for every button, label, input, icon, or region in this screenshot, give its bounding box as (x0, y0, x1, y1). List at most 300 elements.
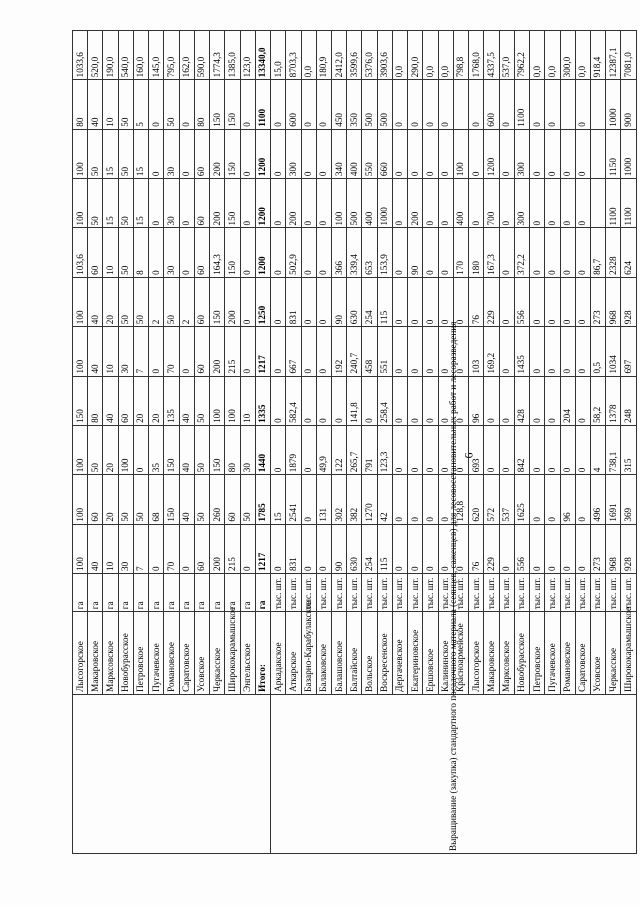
value-cell: 738,1 (606, 425, 621, 474)
value-cell: 50 (240, 475, 255, 524)
district-cell: Аткарское (286, 612, 301, 695)
value-cell: 0 (408, 524, 423, 573)
value-cell: 215 (225, 524, 240, 573)
value-cell: 100 (210, 376, 225, 425)
value-cell: 0 (560, 327, 575, 376)
value-cell: 369 (621, 475, 637, 524)
value-cell: 0 (560, 179, 575, 228)
value-cell: 100 (73, 179, 88, 228)
value-cell: 0 (575, 425, 590, 474)
value-cell: 254 (362, 277, 377, 326)
value-cell: 556 (514, 524, 529, 573)
value-cell: 100 (331, 179, 346, 228)
total-value-cell: 795,0 (164, 31, 179, 80)
value-cell: 0 (575, 524, 590, 573)
unit-cell: тыс. шт. (499, 573, 514, 611)
unit-cell: тыс. шт. (606, 573, 621, 611)
value-cell: 0 (438, 524, 453, 573)
value-cell: 1378 (606, 376, 621, 425)
value-cell: 1100 (621, 179, 637, 228)
value-cell: 50 (164, 80, 179, 129)
value-cell: 500 (347, 179, 362, 228)
value-cell: 0 (408, 129, 423, 178)
value-cell: 30 (164, 228, 179, 277)
value-cell: 0 (530, 129, 545, 178)
value-cell: 0 (484, 376, 499, 425)
value-cell: 0 (392, 327, 407, 376)
value-cell: 90 (331, 277, 346, 326)
total-value-cell: 13340,0 (255, 31, 270, 80)
value-cell: 128,8 (453, 475, 468, 524)
value-cell: 35 (149, 425, 164, 474)
unit-cell: га (88, 573, 103, 611)
value-cell: 2328 (606, 228, 621, 277)
value-cell: 0 (149, 524, 164, 573)
value-cell: 0 (575, 327, 590, 376)
value-cell: 15 (133, 129, 148, 178)
value-cell: 86,7 (590, 228, 605, 277)
total-value-cell: 537,0 (499, 31, 514, 80)
value-cell: 1435 (514, 327, 529, 376)
total-value-cell: 300,0 (560, 31, 575, 80)
value-cell: 0 (423, 376, 438, 425)
value-cell: 0 (316, 376, 331, 425)
value-cell: 0 (240, 277, 255, 326)
value-cell: 550 (362, 129, 377, 178)
total-value-cell: 1774,3 (210, 31, 225, 80)
value-cell: 0 (392, 524, 407, 573)
value-cell: 60 (88, 228, 103, 277)
value-cell: 300 (514, 129, 529, 178)
unit-cell: тыс. шт. (530, 573, 545, 611)
value-cell: 50 (118, 277, 133, 326)
value-cell: 968 (606, 277, 621, 326)
total-value-cell: 160,0 (133, 31, 148, 80)
total-value-cell: 540,0 (118, 31, 133, 80)
value-cell: 0 (499, 80, 514, 129)
value-cell: 153,9 (377, 228, 392, 277)
value-cell: 0 (408, 277, 423, 326)
value-cell: 0 (530, 524, 545, 573)
value-cell: 0 (301, 327, 316, 376)
value-cell: 103,6 (73, 228, 88, 277)
value-cell: 50 (118, 129, 133, 178)
value-cell: 502,9 (286, 228, 301, 277)
value-cell: 1785 (255, 475, 270, 524)
value-cell: 1217 (255, 524, 270, 573)
value-cell: 150 (73, 376, 88, 425)
district-cell: Красноармейское (453, 612, 468, 695)
value-cell: 400 (362, 179, 377, 228)
district-cell: Итого: (255, 612, 270, 695)
value-cell: 150 (164, 475, 179, 524)
value-cell: 1217 (255, 327, 270, 376)
value-cell: 60 (194, 129, 209, 178)
value-cell: 1625 (514, 475, 529, 524)
total-value-cell: 7962,2 (514, 31, 529, 80)
value-cell: 50 (133, 475, 148, 524)
unit-cell: тыс. шт. (484, 573, 499, 611)
value-cell: 40 (103, 376, 118, 425)
value-cell: 0 (545, 129, 560, 178)
value-cell: 20 (103, 277, 118, 326)
district-cell: Балашовское (331, 612, 346, 695)
value-cell: 0 (240, 327, 255, 376)
value-cell: 0 (438, 475, 453, 524)
value-cell: 150 (225, 228, 240, 277)
unit-cell: тыс. шт. (286, 573, 301, 611)
value-cell: 0 (423, 228, 438, 277)
value-cell: 1200 (484, 129, 499, 178)
unit-cell: га (133, 573, 148, 611)
value-cell: 10 (103, 524, 118, 573)
total-value-cell: 1768,0 (469, 31, 484, 80)
value-cell: 1691 (606, 475, 621, 524)
value-cell: 60 (118, 376, 133, 425)
district-cell: Петровское (133, 612, 148, 695)
total-value-cell: 3903,6 (377, 31, 392, 80)
value-cell: 620 (469, 475, 484, 524)
value-cell: 0 (392, 475, 407, 524)
value-cell: 0 (423, 277, 438, 326)
value-cell: 60 (194, 277, 209, 326)
section-name-cell: Выращивание (закупка) стандартного посадочного материала (сеянцев, саженцев) для лесовосстановительных работ и лесоразведения (271, 694, 637, 853)
value-cell: 0 (438, 425, 453, 474)
district-cell: Ширококарамышское (225, 612, 240, 695)
district-cell: Ершовское (423, 612, 438, 695)
value-cell: 302 (331, 475, 346, 524)
value-cell: 624 (621, 228, 637, 277)
value-cell: 150 (225, 80, 240, 129)
value-cell: 115 (377, 277, 392, 326)
value-cell: 229 (484, 277, 499, 326)
value-cell: 122 (331, 425, 346, 474)
total-value-cell: 0,0 (545, 31, 560, 80)
value-cell: 0 (545, 524, 560, 573)
district-cell: Саратовское (179, 612, 194, 695)
value-cell: 100 (73, 327, 88, 376)
value-cell: 76 (469, 277, 484, 326)
value-cell: 50 (133, 277, 148, 326)
table-body (73, 31, 637, 854)
total-value-cell: 1033,6 (73, 31, 88, 80)
value-cell: 0 (301, 129, 316, 178)
district-cell: Базарно-Карабулакское (301, 612, 316, 695)
value-cell: 0 (149, 129, 164, 178)
value-cell: 0 (316, 179, 331, 228)
value-cell: 40 (88, 327, 103, 376)
district-cell: Екатериновское (408, 612, 423, 695)
unit-cell: тыс. шт. (621, 573, 637, 611)
value-cell: 0 (438, 80, 453, 129)
unit-cell: тыс. шт. (316, 573, 331, 611)
total-value-cell: 12387,1 (606, 31, 621, 80)
district-cell: Лысогорское (469, 612, 484, 695)
value-cell: 0 (301, 425, 316, 474)
unit-cell: га (240, 573, 255, 611)
unit-cell: га (164, 573, 179, 611)
value-cell: 2541 (286, 475, 301, 524)
value-cell: 2 (149, 277, 164, 326)
value-cell: 0 (301, 228, 316, 277)
value-cell: 40 (88, 80, 103, 129)
district-cell: Усовское (194, 612, 209, 695)
unit-cell: тыс. шт. (575, 573, 590, 611)
unit-cell: тыс. шт. (545, 573, 560, 611)
value-cell: 10 (103, 80, 118, 129)
value-cell: 315 (621, 425, 637, 474)
value-cell: 0 (149, 80, 164, 129)
district-cell: Ширококарамышское (621, 612, 637, 695)
value-cell: 123,3 (377, 425, 392, 474)
value-cell: 0 (499, 327, 514, 376)
value-cell: 10 (103, 327, 118, 376)
unit-cell: тыс. шт. (469, 573, 484, 611)
value-cell: 600 (484, 80, 499, 129)
value-cell: 0 (301, 524, 316, 573)
district-cell: Новобурасское (514, 612, 529, 695)
value-cell: 0 (240, 80, 255, 129)
value-cell: 170 (453, 228, 468, 277)
value-cell: 339,4 (347, 228, 362, 277)
value-cell: 60 (194, 179, 209, 228)
value-cell: 0 (240, 524, 255, 573)
value-cell: 15 (103, 179, 118, 228)
value-cell: 300 (514, 179, 529, 228)
value-cell: 40 (88, 277, 103, 326)
value-cell: 458 (362, 327, 377, 376)
unit-cell: тыс. шт. (377, 573, 392, 611)
value-cell: 0 (149, 179, 164, 228)
value-cell: 0 (271, 277, 286, 326)
value-cell: 15 (103, 129, 118, 178)
total-value-cell: 1385,0 (225, 31, 240, 80)
table-row (73, 31, 88, 854)
value-cell: 1335 (255, 376, 270, 425)
value-cell: 100 (225, 376, 240, 425)
value-cell: 537 (499, 475, 514, 524)
value-cell: 0 (530, 179, 545, 228)
value-cell: 265,7 (347, 425, 362, 474)
value-cell: 0 (271, 327, 286, 376)
value-cell: 0 (575, 228, 590, 277)
value-cell: 0 (423, 179, 438, 228)
value-cell: 0 (530, 376, 545, 425)
value-cell: 5 (133, 80, 148, 129)
value-cell: 20 (103, 475, 118, 524)
value-cell: 582,4 (286, 376, 301, 425)
value-cell: 0 (499, 277, 514, 326)
total-value-cell: 0,0 (392, 31, 407, 80)
value-cell (590, 129, 605, 178)
value-cell: 0 (575, 475, 590, 524)
value-cell (590, 179, 605, 228)
district-cell: Лысогорское (73, 612, 88, 695)
value-cell: 0 (560, 277, 575, 326)
unit-cell: тыс. шт. (408, 573, 423, 611)
district-cell: Усовское (590, 612, 605, 695)
unit-cell: тыс. шт. (301, 573, 316, 611)
value-cell: 200 (210, 129, 225, 178)
value-cell: 80 (225, 425, 240, 474)
value-cell: 372,2 (514, 228, 529, 277)
value-cell: 0 (179, 129, 194, 178)
value-cell: 400 (453, 179, 468, 228)
value-cell: 0 (408, 475, 423, 524)
total-value-cell: 290,0 (408, 31, 423, 80)
value-cell: 0 (271, 425, 286, 474)
value-cell: 100 (73, 524, 88, 573)
total-value-cell: 520,0 (88, 31, 103, 80)
value-cell: 0 (271, 376, 286, 425)
total-value-cell: 180,9 (316, 31, 331, 80)
value-cell: 60 (225, 475, 240, 524)
value-cell: 0 (545, 179, 560, 228)
value-cell: 76 (469, 524, 484, 573)
district-cell: Саратовское (575, 612, 590, 695)
value-cell: 0 (179, 80, 194, 129)
value-cell: 40 (179, 475, 194, 524)
district-cell: Дергачевское (392, 612, 407, 695)
value-cell: 40 (179, 376, 194, 425)
value-cell: 0 (453, 277, 468, 326)
value-cell: 0 (316, 80, 331, 129)
value-cell: 150 (225, 129, 240, 178)
value-cell: 0 (240, 179, 255, 228)
value-cell: 115 (377, 524, 392, 573)
district-cell: Марксовское (103, 612, 118, 695)
value-cell: 1100 (606, 179, 621, 228)
value-cell: 1000 (377, 179, 392, 228)
value-cell: 0 (545, 327, 560, 376)
value-cell: 240,7 (347, 327, 362, 376)
value-cell (453, 80, 468, 129)
total-value-cell: 145,0 (149, 31, 164, 80)
value-cell: 10 (240, 376, 255, 425)
total-value-cell: 3599,6 (347, 31, 362, 80)
value-cell: 0 (423, 425, 438, 474)
value-cell: 1270 (362, 475, 377, 524)
total-value-cell: 15,0 (271, 31, 286, 80)
value-cell: 0 (530, 475, 545, 524)
value-cell: 20 (133, 376, 148, 425)
value-cell: 0 (301, 277, 316, 326)
value-cell: 500 (362, 80, 377, 129)
value-cell: 7 (133, 327, 148, 376)
value-cell: 100 (453, 129, 468, 178)
value-cell: 0 (392, 179, 407, 228)
district-cell: Марксовское (499, 612, 514, 695)
value-cell: 0 (545, 277, 560, 326)
value-cell: 0 (438, 327, 453, 376)
value-cell: 0 (499, 524, 514, 573)
district-cell: Балтайское (347, 612, 362, 695)
unit-cell: га (103, 573, 118, 611)
value-cell: 0 (423, 129, 438, 178)
value-cell: 0 (560, 425, 575, 474)
value-cell: 135 (164, 376, 179, 425)
value-cell: 0 (560, 129, 575, 178)
value-cell: 49,9 (316, 425, 331, 474)
value-cell: 50 (164, 277, 179, 326)
value-cell: 50 (88, 425, 103, 474)
value-cell: 0 (408, 327, 423, 376)
value-cell: 0 (423, 80, 438, 129)
value-cell: 500 (377, 80, 392, 129)
total-value-cell: 8703,3 (286, 31, 301, 80)
value-cell: 667 (286, 327, 301, 376)
district-cell: Аркадакское (271, 612, 286, 695)
unit-cell: тыс. шт. (271, 573, 286, 611)
value-cell: 50 (118, 179, 133, 228)
value-cell: 0 (560, 524, 575, 573)
value-cell: 693 (469, 425, 484, 474)
value-cell: 100 (73, 475, 88, 524)
value-cell: 7 (133, 524, 148, 573)
value-cell: 0 (575, 80, 590, 129)
value-cell: 0 (392, 228, 407, 277)
value-cell: 200 (210, 327, 225, 376)
value-cell: 700 (484, 179, 499, 228)
value-cell: 428 (514, 376, 529, 425)
value-cell: 40 (88, 524, 103, 573)
value-cell: 400 (347, 129, 362, 178)
unit-cell: тыс. шт. (362, 573, 377, 611)
value-cell: 50 (118, 475, 133, 524)
value-cell: 928 (621, 277, 637, 326)
value-cell: 1000 (621, 129, 637, 178)
value-cell: 1100 (255, 80, 270, 129)
value-cell: 254 (362, 524, 377, 573)
value-cell: 100 (73, 277, 88, 326)
value-cell: 1200 (255, 228, 270, 277)
total-value-cell: 798,8 (453, 31, 468, 80)
district-cell: Макаровское (88, 612, 103, 695)
value-cell: 0 (530, 425, 545, 474)
value-cell: 100 (73, 129, 88, 178)
value-cell: 260 (210, 475, 225, 524)
value-cell: 0 (271, 179, 286, 228)
total-value-cell: 0,0 (301, 31, 316, 80)
value-cell: 103 (469, 327, 484, 376)
value-cell: 0 (499, 425, 514, 474)
value-cell: 0 (133, 425, 148, 474)
district-cell: Петровское (530, 612, 545, 695)
value-cell: 0 (301, 376, 316, 425)
value-cell: 0 (560, 228, 575, 277)
value-cell: 450 (331, 80, 346, 129)
value-cell: 0 (545, 228, 560, 277)
value-cell: 273 (590, 524, 605, 573)
value-cell: 30 (118, 524, 133, 573)
value-cell: 229 (484, 524, 499, 573)
value-cell: 556 (514, 277, 529, 326)
value-cell: 0 (301, 475, 316, 524)
value-cell: 0 (530, 327, 545, 376)
page-number: 6 (461, 452, 476, 459)
value-cell: 791 (362, 425, 377, 474)
value-cell: 50 (194, 425, 209, 474)
value-cell: 382 (347, 475, 362, 524)
value-cell: 58,2 (590, 376, 605, 425)
value-cell: 204 (560, 376, 575, 425)
value-cell: 150 (225, 179, 240, 228)
unit-cell: га (179, 573, 194, 611)
value-cell: 169,2 (484, 327, 499, 376)
total-value-cell: 5376,0 (362, 31, 377, 80)
value-cell (590, 80, 605, 129)
value-cell: 0 (392, 376, 407, 425)
